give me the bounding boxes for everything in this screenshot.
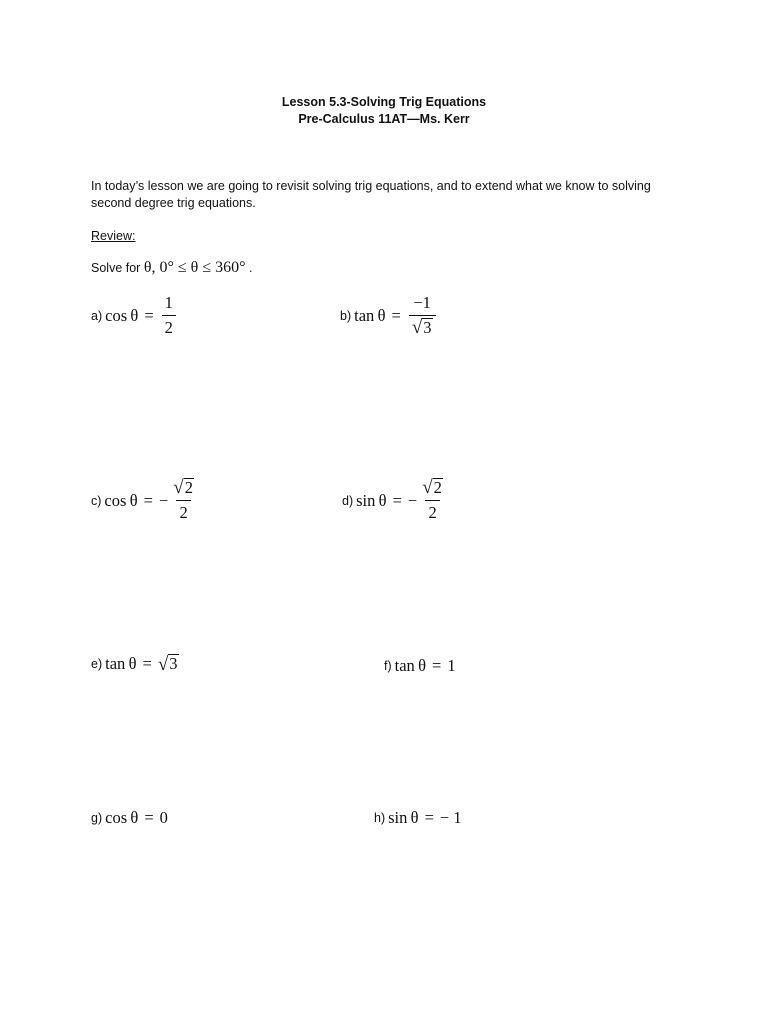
- fraction: [409, 293, 436, 338]
- numerator: [419, 478, 446, 500]
- equals-sign: =: [392, 490, 402, 510]
- numerator: −1: [413, 293, 431, 312]
- equals-sign: =: [432, 656, 442, 675]
- problem-label: c): [91, 493, 102, 508]
- equation-rhs: 1: [447, 656, 456, 675]
- minus-sign: −: [407, 490, 418, 510]
- problem-c: [91, 478, 199, 523]
- equals-sign: =: [142, 654, 152, 673]
- equation-rhs: − 1: [439, 808, 462, 827]
- square-root-icon: √: [173, 477, 184, 499]
- equals-sign: =: [391, 305, 401, 325]
- intro-paragraph: In today’s lesson we are going to revisit solving trig equations, and to extend what we know to solving second degree trig equations.: [91, 179, 651, 210]
- equation: [104, 478, 199, 523]
- square-root: [422, 478, 443, 497]
- equation: [388, 808, 461, 828]
- equals-sign: =: [143, 490, 153, 510]
- equation: [105, 808, 168, 828]
- equation-lhs: tan θ: [105, 654, 137, 673]
- numerator: 1: [164, 293, 173, 312]
- problem-label: g): [91, 811, 103, 825]
- denominator: 2: [176, 500, 190, 523]
- square-root-icon: √: [422, 477, 433, 499]
- square-root-icon: √: [411, 317, 423, 339]
- equation-rhs: 0: [159, 808, 168, 827]
- equation: [105, 654, 178, 674]
- solve-condition: θ, 0° ≤ θ ≤ 360°: [143, 259, 246, 276]
- problem-label: f): [384, 659, 392, 673]
- equation: [354, 293, 437, 338]
- numerator: [170, 478, 197, 500]
- equation: [105, 293, 178, 338]
- equals-sign: =: [144, 305, 154, 325]
- minus-sign: −: [158, 490, 169, 510]
- solve-suffix: .: [245, 261, 253, 275]
- equation: [395, 656, 456, 676]
- problem-label: e): [91, 657, 103, 671]
- radicand: 3: [169, 654, 178, 674]
- solve-prefix: Solve for: [91, 261, 144, 275]
- course-subtitle: Pre-Calculus 11AT—Ms. Kerr: [298, 112, 470, 126]
- radicand: 3: [423, 318, 432, 337]
- square-root: [173, 478, 194, 497]
- problem-d: [342, 478, 448, 523]
- equation-lhs: tan θ: [394, 656, 427, 675]
- problem-label: b): [340, 308, 352, 323]
- fraction: [162, 293, 176, 338]
- equals-sign: =: [424, 808, 434, 827]
- equation-lhs: tan θ: [354, 305, 386, 325]
- review-heading: Review:: [91, 229, 136, 243]
- equation: [356, 478, 448, 523]
- radicand: 2: [433, 478, 442, 497]
- problem-f: [384, 656, 456, 676]
- equals-sign: =: [144, 808, 154, 827]
- equation-lhs: sin θ: [388, 808, 419, 827]
- fraction: [170, 478, 197, 523]
- lesson-title: Lesson 5.3-Solving Trig Equations: [281, 95, 487, 109]
- problem-e: [91, 654, 179, 674]
- denominator: 2: [162, 315, 176, 338]
- solve-instruction: [91, 259, 252, 277]
- problem-a: [91, 293, 178, 338]
- equation-lhs: cos θ: [104, 490, 138, 510]
- equation-lhs: sin θ: [356, 490, 387, 510]
- problem-b: [340, 293, 438, 338]
- square-root-icon: √: [157, 653, 169, 675]
- square-root: [158, 654, 179, 673]
- denominator: 2: [425, 500, 439, 523]
- equation-lhs: cos θ: [105, 808, 139, 827]
- problem-label: h): [374, 811, 386, 825]
- equation-lhs: cos θ: [105, 305, 139, 325]
- radicand: 2: [184, 478, 193, 497]
- problem-label: d): [342, 493, 354, 508]
- denominator: [409, 315, 436, 338]
- problem-h: [374, 808, 462, 828]
- problem-g: [91, 808, 168, 828]
- square-root: [412, 318, 433, 337]
- document-header: [0, 94, 768, 128]
- problem-label: a): [91, 308, 103, 323]
- fraction: [419, 478, 446, 523]
